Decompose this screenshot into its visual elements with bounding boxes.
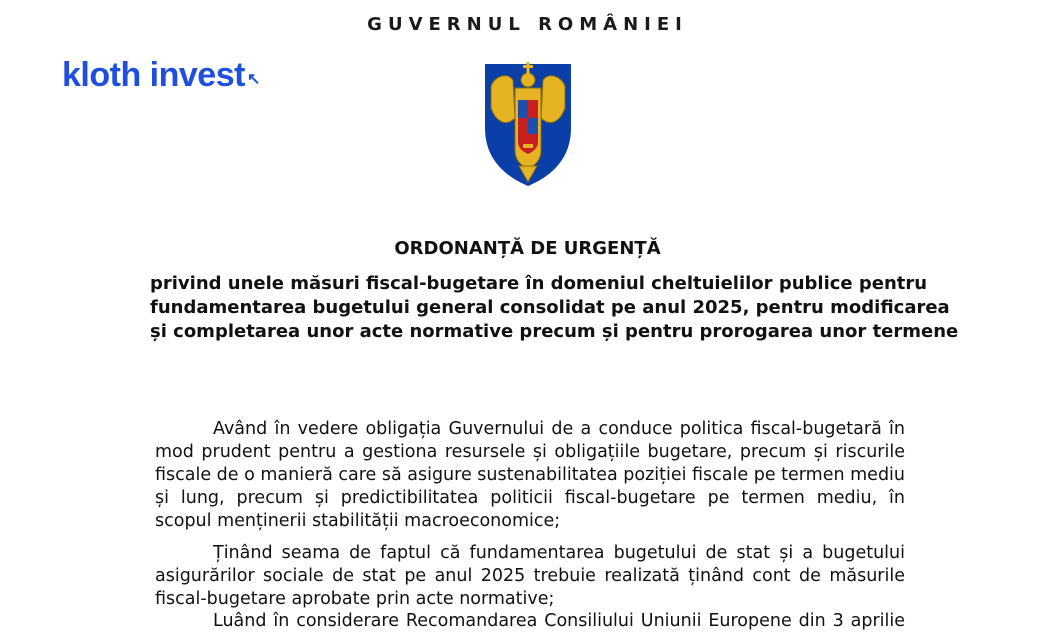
subtitle-line: și completarea unor acte normative precum și pentru prorogarea unor termene (150, 321, 959, 342)
coat-of-arms-icon (481, 58, 575, 188)
subtitle-line: privind unele măsuri fiscal-bugetare în domeniul cheltuielilor publice pentru (150, 273, 928, 294)
page-header: GUVERNUL ROMÂNIEI (367, 14, 688, 35)
paragraph-line: Luând în considerare Recomandarea Consiliului Uniunii Europene din 3 aprilie (213, 611, 905, 631)
paragraph-line: fiscal-bugetare aprobate prin acte normative; (155, 589, 555, 609)
quarter-2 (528, 100, 538, 118)
eagle-right-wing (541, 76, 565, 123)
kloth-invest-logo (62, 56, 260, 95)
paragraph-line: mod prudent pentru a gestiona resursele și obligațiile bugetare, precum și riscurile (155, 442, 905, 462)
paragraph-2 (155, 542, 905, 611)
eagle-head (521, 73, 535, 87)
document-title: ORDONANȚĂ DE URGENȚĂ (394, 238, 661, 259)
document-subtitle (150, 272, 959, 344)
eagle-left-wing (491, 76, 515, 123)
dolphins (523, 144, 533, 148)
paragraph-line: asigurărilor sociale de stat pe anul 2025 trebuie realizată ținând cont de măsurile (155, 566, 905, 586)
quarter-1 (518, 100, 528, 118)
cross-horizontal (523, 65, 533, 68)
paragraph-3 (155, 610, 905, 633)
logo-text: kloth invest (62, 56, 245, 94)
paragraph-line: Ținând seama de faptul că fundamentarea bugetului de stat și a bugetului (213, 543, 905, 563)
paragraph-line: și lung, precum și predictibilitatea politicii fiscal-bugetare pe termen mediu, în (155, 488, 905, 508)
quarter-3 (518, 118, 528, 134)
paragraph-line: Având în vedere obligația Guvernului de a conduce politica fiscal-bugetară în (213, 419, 905, 439)
quarter-4 (528, 118, 538, 134)
paragraph-line: fiscale de o manieră care să asigure sustenabilitatea poziției fiscale pe termen mediu (155, 465, 906, 485)
subtitle-line: fundamentarea bugetului general consolidat pe anul 2025, pentru modificarea (150, 297, 950, 318)
paragraph-1 (155, 418, 905, 533)
logo-accent-icon: ↖ (246, 71, 260, 88)
paragraph-line: scopul menținerii stabilității macroeconomice; (155, 511, 561, 531)
